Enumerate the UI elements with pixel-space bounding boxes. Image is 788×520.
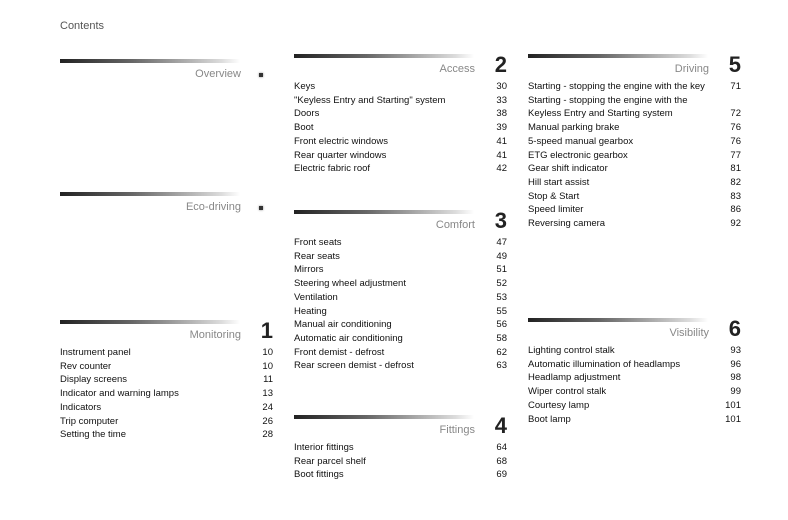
toc-entry[interactable] [294, 291, 507, 305]
section-number: 5 [728, 52, 741, 77]
toc-entry[interactable] [294, 441, 507, 455]
toc-entry[interactable] [294, 107, 507, 121]
entry-title: Indicator and warning lamps [60, 388, 179, 400]
entry-page: 76 [730, 135, 741, 147]
entry-title: Ventilation [294, 291, 338, 303]
entry-title: ETG electronic gearbox [528, 149, 628, 161]
toc-entry[interactable] [528, 344, 741, 358]
entry-title: Rev counter [60, 360, 112, 372]
entry-page: 41 [496, 135, 507, 147]
toc-entry[interactable] [294, 346, 507, 360]
toc-entry[interactable] [294, 250, 507, 264]
entry-title: Front seats [294, 237, 342, 248]
entry-page: 24 [262, 401, 273, 413]
entry-page: 10 [262, 347, 273, 358]
entry-page: 68 [496, 455, 507, 467]
toc-entry[interactable] [60, 346, 273, 360]
toc-entry[interactable] [294, 277, 507, 291]
section-title[interactable]: Monitoring [189, 329, 241, 341]
entry-page: 98 [730, 372, 741, 384]
entry-page: 51 [496, 264, 507, 276]
toc-entry[interactable] [528, 149, 741, 163]
entry-title: Interior fittings [294, 442, 354, 453]
toc-entry[interactable] [528, 371, 741, 385]
entry-page: 86 [730, 204, 741, 216]
entry-title: Indicators [60, 401, 102, 413]
entry-title: Starting - stopping the engine with the Keyless Entry and Starting system [528, 94, 688, 120]
entry-title: Rear seats [294, 250, 340, 262]
section-number: 1 [260, 318, 273, 343]
entry-page: 101 [725, 399, 741, 411]
toc-entry[interactable] [528, 203, 741, 217]
toc-entry[interactable] [294, 318, 507, 332]
entry-page: 71 [730, 81, 741, 92]
entry-page: 92 [730, 218, 741, 230]
entry-title: Automatic air conditioning [294, 332, 403, 344]
entry-page: 72 [730, 108, 741, 120]
entry-page: 11 [263, 374, 273, 386]
toc-entry[interactable] [60, 360, 273, 374]
entry-page: 63 [496, 360, 507, 372]
entry-page: 81 [730, 163, 741, 175]
toc-entry[interactable] [528, 399, 741, 413]
entry-title: "Keyless Entry and Starting" system [294, 94, 446, 106]
toc-entry[interactable] [528, 94, 741, 121]
entry-page: 93 [730, 345, 741, 356]
entry-title: Boot [294, 122, 314, 134]
section-title[interactable]: Comfort [435, 219, 475, 231]
entry-page: 64 [496, 442, 507, 453]
entry-title: Keys [294, 81, 316, 92]
entry-page: 58 [496, 332, 507, 344]
entry-title: Electric fabric roof [294, 163, 371, 175]
section-title: Eco-driving [185, 201, 241, 213]
toc-entry[interactable] [60, 415, 273, 429]
toc-entry[interactable] [294, 135, 507, 149]
toc-entry[interactable] [528, 190, 741, 204]
toc-entry[interactable] [528, 358, 741, 372]
bullet-icon [259, 206, 263, 210]
section-eco[interactable] [60, 192, 273, 218]
toc-entry[interactable] [60, 387, 273, 401]
toc-entry[interactable] [528, 385, 741, 399]
entry-page: 69 [496, 469, 507, 481]
toc-entry[interactable] [294, 236, 507, 250]
entry-title: Stop & Start [528, 190, 580, 202]
section-title[interactable]: Access [439, 63, 475, 75]
entry-page: 82 [730, 176, 741, 188]
toc-entry[interactable] [60, 401, 273, 415]
entry-title: Rear parcel shelf [294, 455, 366, 467]
section-title[interactable]: Driving [674, 63, 709, 75]
entry-title: Headlamp adjustment [528, 372, 621, 384]
entry-title: Front demist - defrost [294, 346, 385, 358]
bullet-icon [259, 73, 263, 77]
entry-page: 56 [496, 319, 507, 331]
entry-title: Doors [294, 108, 320, 120]
entry-page: 77 [730, 149, 741, 161]
entry-title: Rear quarter windows [294, 149, 387, 161]
entry-title: Manual air conditioning [294, 319, 392, 331]
entry-title: Manual parking brake [528, 122, 620, 134]
toc-entry[interactable] [294, 263, 507, 277]
toc-entry[interactable] [294, 121, 507, 135]
toc-entry[interactable] [294, 162, 507, 176]
entry-page: 10 [262, 360, 273, 372]
entry-title: Lighting control stalk [528, 345, 615, 356]
entry-title: Trip computer [60, 415, 119, 427]
entry-page: 96 [730, 358, 741, 370]
entry-page: 38 [496, 108, 507, 120]
entry-page: 13 [262, 388, 273, 400]
entry-page: 30 [496, 81, 507, 92]
entry-page: 49 [496, 250, 507, 262]
entry-title: Automatic illumination of headlamps [528, 358, 681, 370]
toc-entry[interactable] [294, 332, 507, 346]
entry-page: 39 [496, 122, 507, 134]
toc-entry[interactable] [294, 468, 507, 482]
toc-entry[interactable] [60, 373, 273, 387]
toc-entry[interactable] [294, 359, 507, 373]
entry-title: Hill start assist [528, 176, 590, 188]
entry-page: 76 [730, 122, 741, 134]
toc-entry[interactable] [294, 149, 507, 163]
toc-entry[interactable] [294, 455, 507, 469]
entry-page: 33 [496, 94, 507, 106]
toc-entry[interactable] [294, 305, 507, 319]
entry-title: Boot fittings [294, 469, 344, 481]
entry-page: 52 [496, 278, 507, 290]
entry-page: 26 [262, 415, 273, 427]
entry-page: 53 [496, 291, 507, 303]
entry-page: 28 [262, 429, 273, 441]
entry-title: Wiper control stalk [528, 386, 607, 398]
section-number: 2 [494, 52, 507, 77]
page-heading: Contents [60, 20, 105, 32]
entry-title: Steering wheel adjustment [294, 278, 406, 290]
entry-title: Instrument panel [60, 347, 131, 358]
toc-entry[interactable] [528, 217, 741, 231]
entry-title: Courtesy lamp [528, 399, 590, 411]
entry-page: 55 [496, 305, 507, 317]
entry-page: 83 [730, 190, 741, 202]
entry-title: Setting the time [60, 429, 127, 441]
toc-entry[interactable] [60, 428, 273, 442]
toc-entry[interactable] [528, 413, 741, 427]
entry-page: 99 [730, 386, 741, 398]
section-driving [528, 54, 741, 231]
entry-page: 101 [725, 413, 741, 425]
entry-title: Reversing camera [528, 218, 606, 230]
section-title[interactable]: Fittings [439, 424, 475, 436]
toc-entry[interactable] [528, 135, 741, 149]
toc-entry[interactable] [294, 94, 507, 108]
entry-title: Rear screen demist - defrost [294, 360, 414, 372]
section-number: 6 [728, 316, 741, 341]
entry-title: Boot lamp [528, 413, 571, 425]
toc-entry[interactable] [528, 121, 741, 135]
section-access [294, 54, 507, 176]
toc-entry[interactable] [528, 162, 741, 176]
entry-page: 41 [496, 149, 507, 161]
entry-title: Display screens [60, 374, 128, 386]
entry-title: Speed limiter [528, 204, 584, 216]
entry-page: 47 [496, 237, 507, 248]
entry-title: Gear shift indicator [528, 163, 608, 175]
toc-entry[interactable] [294, 80, 507, 94]
toc-entry[interactable] [528, 80, 741, 94]
entry-title: 5-speed manual gearbox [528, 135, 634, 147]
section-visibility [528, 318, 741, 426]
entry-title: Starting - stopping the engine with the key [528, 81, 705, 92]
entry-title: Mirrors [294, 264, 324, 276]
entry-page: 42 [496, 163, 507, 175]
section-title[interactable]: Visibility [669, 327, 709, 339]
section-overview[interactable] [60, 59, 273, 85]
entry-page: 62 [496, 346, 507, 358]
section-number: 3 [494, 208, 507, 233]
section-monitoring [60, 320, 273, 442]
entry-title: Heating [294, 305, 327, 317]
section-fittings [294, 415, 507, 482]
section-number: 4 [494, 413, 507, 438]
toc-entry[interactable] [528, 176, 741, 190]
entry-title: Front electric windows [294, 135, 388, 147]
section-title: Overview [195, 68, 241, 80]
section-comfort [294, 210, 507, 373]
